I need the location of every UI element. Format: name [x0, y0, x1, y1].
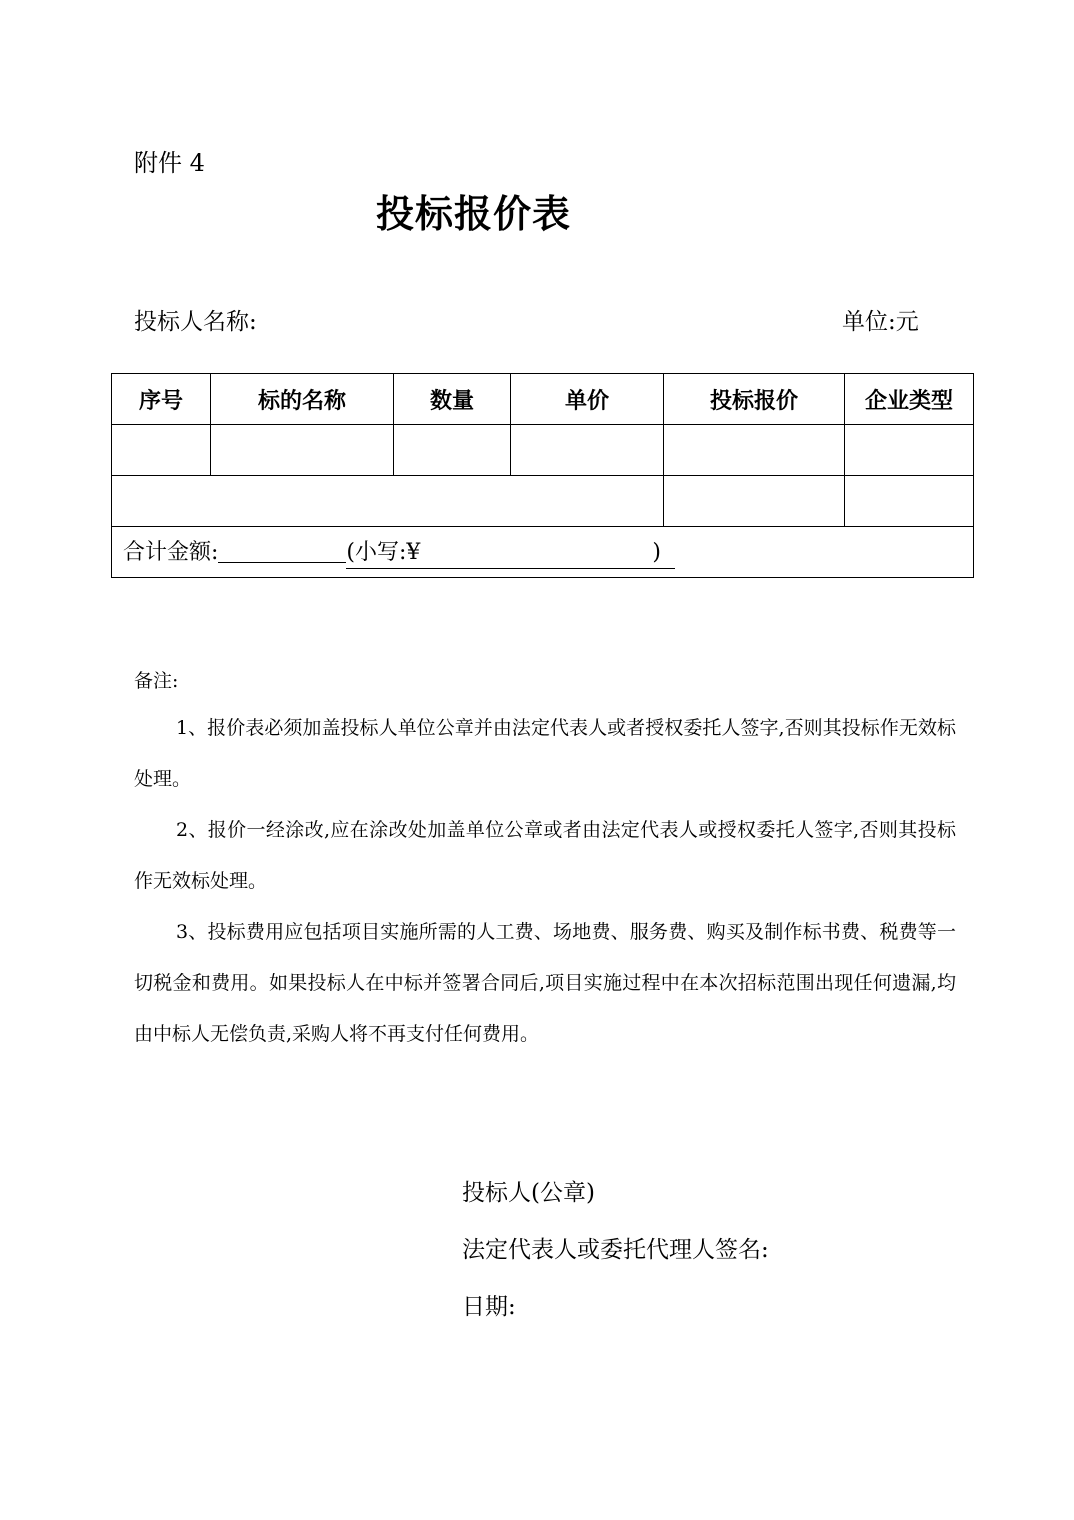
total-amount-cell[interactable] [112, 527, 974, 578]
lowercase-amount-field[interactable] [346, 535, 675, 569]
bidder-seal-label: 投标人(公章) [462, 1180, 595, 1206]
table-header-row [112, 374, 974, 425]
enterprise-type-cell[interactable] [845, 476, 974, 527]
currency-unit-label: 单位:元 [842, 309, 919, 335]
total-amount-blank[interactable] [218, 536, 346, 563]
lowercase-prefix: (小写:¥ [346, 540, 421, 565]
total-amount-label: 合计金额: [123, 540, 219, 565]
total-row [112, 527, 974, 578]
document-title: 投标报价表 [376, 191, 572, 236]
quantity-cell[interactable] [394, 425, 511, 476]
column-header-enterprise-type: 企业类型 [845, 374, 974, 425]
representative-signature-label: 法定代表人或委托代理人签名: [462, 1237, 769, 1263]
date-label: 日期: [462, 1294, 516, 1320]
note-item-3: 3、投标费用应包括项目实施所需的人工费、场地费、服务费、购买及制作标书费、税费等一切税金和费用。如果投标人在中标并签署合同后,项目实施过程中在本次招标范围出现任何遗漏,均由中标人无偿负责,采购人将不再支付任何费用。 [134, 921, 956, 1045]
serial-cell[interactable] [112, 425, 211, 476]
table-row [112, 425, 974, 476]
column-header-unit-price: 单价 [511, 374, 664, 425]
item-name-cell[interactable] [211, 425, 394, 476]
note-item-2: 2、报价一经涂改,应在涂改处加盖单位公章或者由法定代表人或授权委托人签字,否则其投标作无效标处理。 [134, 819, 956, 892]
column-header-serial: 序号 [112, 374, 211, 425]
unit-price-cell[interactable] [511, 425, 664, 476]
table-row [112, 476, 974, 527]
bid-price-cell[interactable] [664, 425, 845, 476]
enterprise-type-cell[interactable] [845, 425, 974, 476]
column-header-bid-price: 投标报价 [664, 374, 845, 425]
bid-price-cell[interactable] [664, 476, 845, 527]
attachment-label: 附件 4 [134, 149, 205, 177]
note-item-1: 1、报价表必须加盖投标人单位公章并由法定代表人或者授权委托人签字,否则其投标作无效标处理。 [134, 717, 956, 790]
bidder-name-label: 投标人名称: [134, 309, 257, 335]
lowercase-suffix: ) [652, 540, 662, 565]
column-header-item-name: 标的名称 [211, 374, 394, 425]
notes-heading: 备注: [134, 670, 179, 692]
bid-quote-table [111, 373, 974, 578]
merged-cell[interactable] [112, 476, 664, 527]
column-header-quantity: 数量 [394, 374, 511, 425]
